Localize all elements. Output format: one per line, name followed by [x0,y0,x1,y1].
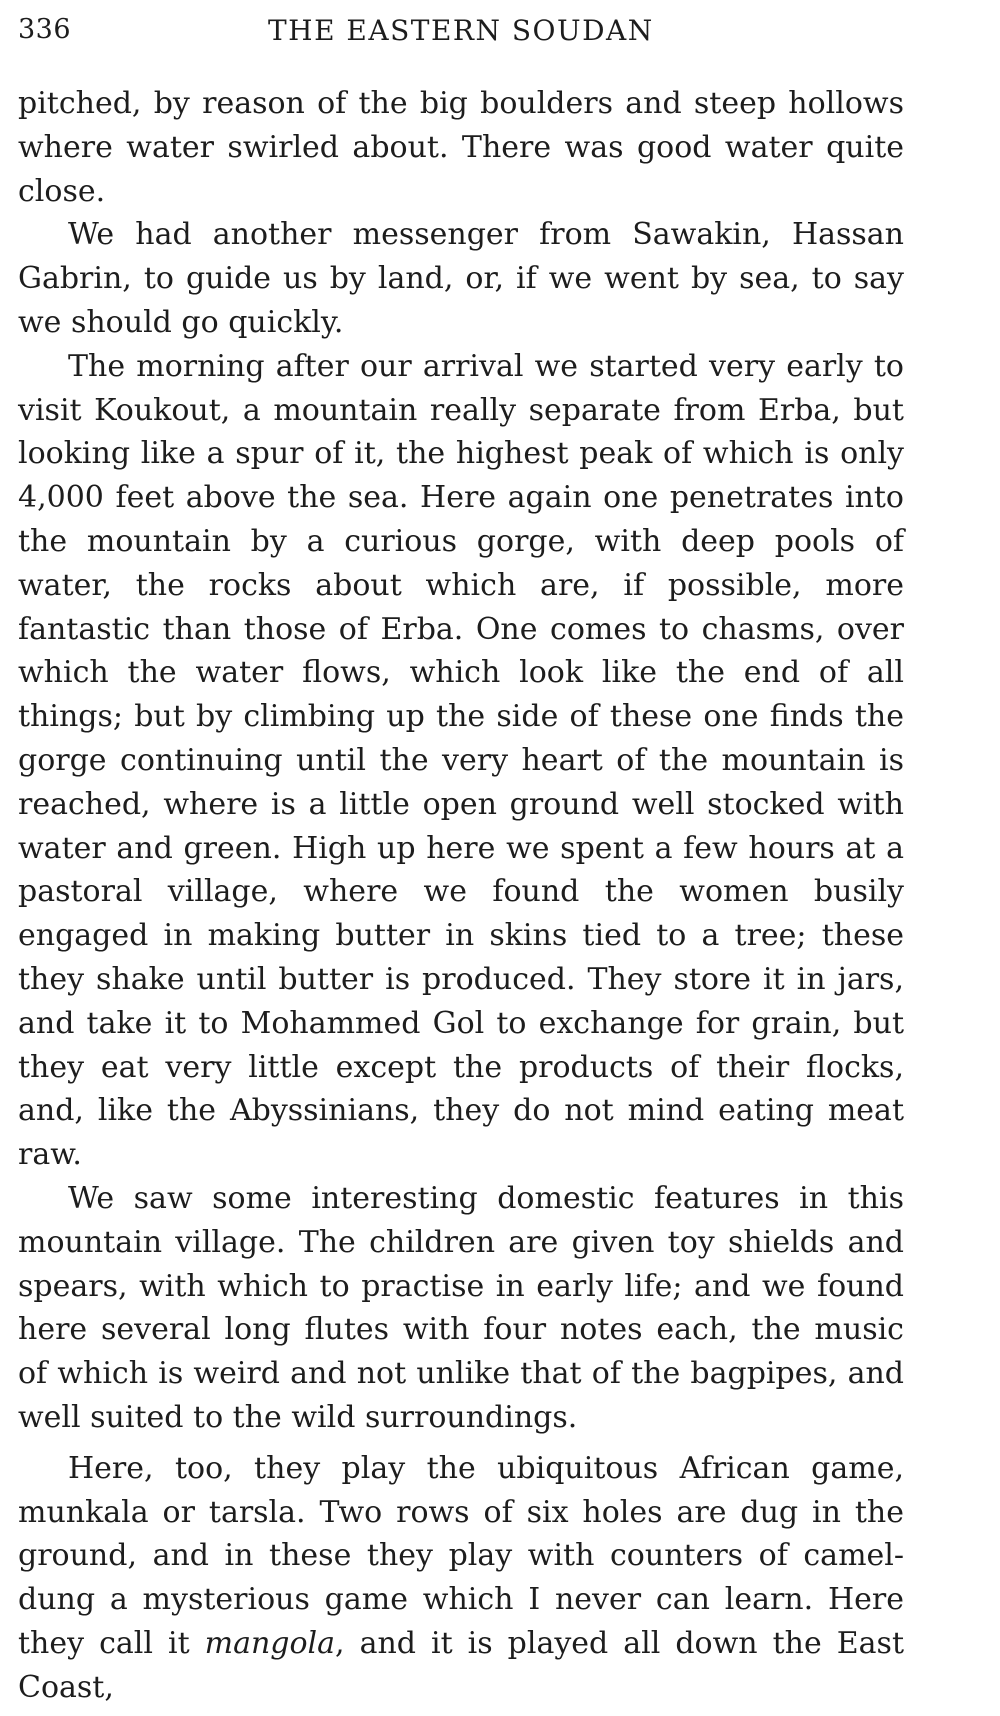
page-number: 336 [18,14,72,45]
game-name-emphasis: mangola [204,1625,336,1661]
page-header [18,10,908,54]
running-head: THE EASTERN SOUDAN [268,14,654,47]
paragraph-village: We saw some interesting domestic features in this mountain village. The children are given toy shields and spears, with which to practise in early life; and we found here several long flutes with four notes each, the music of which is weird and not unlike that of the bagpipes, and well suited to the wild surroundings. [18,1180,904,1435]
paragraph-game-text-before: Here, too, they play the ubiquitous African game, munkala or tarsla. Two rows of six holes are dug in the ground, and in these they play with counters of camel-dung a mysterious game which I never can learn. Here they call it [18,1450,904,1661]
paragraph-game-text-after: , and it is played all down the East Coast, [18,1625,904,1705]
paragraph-game [18,1447,904,1710]
paragraph-continuation: pitched, by reason of the big boulders and steep hollows where water swirled about. There was good water quite close. [18,86,904,209]
paragraph-koukout: The morning after our arrival we started very early to visit Koukout, a mountain really separate from Erba, but looking like a spur of it, the highest peak of which is only 4,000 feet above the sea. Here again one penetrates into the mountain by a curious gorge, with deep pools of water, the rocks about which are, if possible, more fantastic than those of Erba. One comes to chasms, over which the water flows, which look like the end of all things; but by climbing up the side of these one finds the gorge continuing until the very heart of the mountain is reached, where is a little open ground well stocked with water and green. High up here we spent a few hours at a pastoral village, where we found the women busily engaged in making butter in skins tied to a tree; these they shake until butter is produced. They store it in jars, and take it to Mohammed Gol to exchange for grain, but they eat very little except the products of their flocks, and, like the Abyssinians, they do not mind eating meat raw. [18,348,904,1173]
paragraph-messenger: We had another messenger from Sawakin, Hassan Gabrin, to guide us by land, or, if we went by sea, to say we should go quickly. [18,217,904,340]
body-text [18,82,904,1709]
